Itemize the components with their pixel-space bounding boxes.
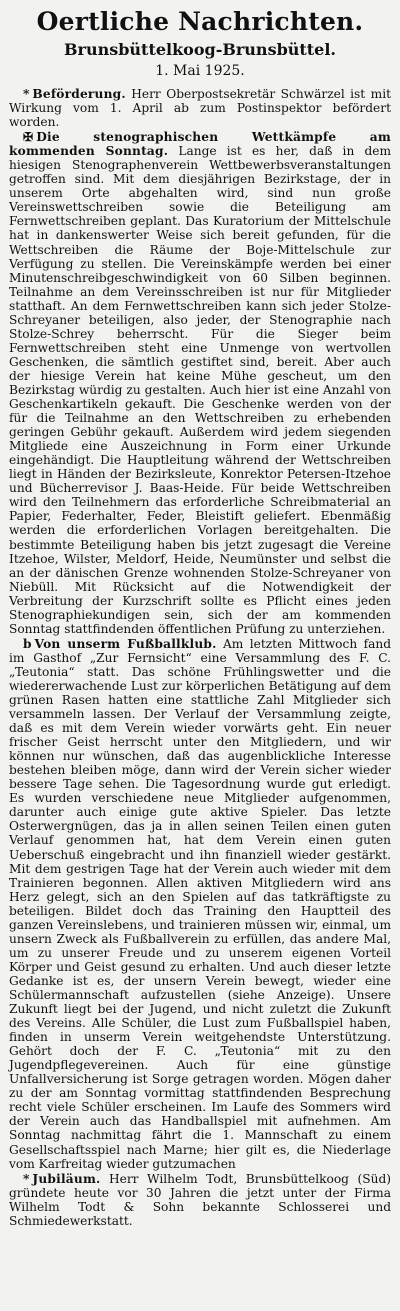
article-jubilaeum xyxy=(9,1172,391,1228)
article-marker: ✠ xyxy=(23,130,34,145)
article-text: Herr Wilhelm Todt, Brunsbüttelkoog (Süd) gründete heute vor 30 Jahren die jetzt unter der Firma Wilhelm Todt & Sohn bekannte Schlosserei und Schmiedewerkstatt. xyxy=(9,1171,391,1228)
article-marker: * xyxy=(23,87,30,101)
article-heading: Jubiläum. xyxy=(32,1171,101,1186)
article-text: Lange ist es her, daß in dem hiesigen Stenographenverein Wettbewerbsveranstaltungen getroffen sind. Mit dem diesjährigen Bezirkstage, der in unserem Orte abgehalten wird, sind nun große Vereinswettschreiben sowie die Beteiligung am Fernwettschreiben geplant. Das Kuratorium der Mittelschule hat in dankenswerter Weise sich bereit gefunden, für die Wettschreiben die Räume der Boje-Mittelschule zur Verfügung zu stellen. Die Vereinskämpfe werden bei einer Minutenschreibgeschwindigkeit von 60 Silben beginnen. Teilnahme an dem Vereinsschreiben ist nur für Mitglieder statthaft. An dem Fernwettschreiben kann sich jeder Stolze-Schreyaner beteiligen, also jeder, der Stenographie nach Stolze-Schrey beherrscht. Für die Sieger beim Fernwettschreiben steht eine Unmenge von wertvollen Geschenken, die sämtlich gestiftet sind, bereit. Aber auch der hiesige Verein hat keine Mühe gescheut, um den Bezirkstag würdig zu gestalten. Auch hier ist eine Anzahl von Geschenkartikeln gekauft. Die Geschenke werden von der für die Teilnahme an den Wettschreiben zu erhebenden geringen Gebühr gekauft. Außerdem wird jedem siegenden Mitgliede eine Auszeichnung in Form einer Urkunde eingehändigt. Die Hauptleitung während der Wettschreiben liegt in Händen der Bezirksleute, Konrektor Petersen-Itzehoe und Bücherrevisor J. Baas-Heide. Für beide Wettschreiben wird den Teilnehmern das erforderliche Schreibmaterial an Papier, Federhalter, Feder, Bleistift geliefert. Ebenmäßig werden die erforderlichen Vorlagen bereitgehalten. Die bestimmte Beteiligung haben bis jetzt zugesagt die Vereine Itzehoe, Wilster, Meldorf, Heide, Neumünster und selbst die an der dänischen Grenze wohnenden Stolze-Schreyaner von Niebüll. Mit Rücksicht auf die Notwendigkeit der Verbreitung der Kurzschrift sollte es Pflicht eines jeden Stenographiekundigen sein, sich der am kommenden Sonntag stattfindenden öffentlichen Prüfung zu unterziehen. xyxy=(9,144,392,636)
section-subtitle: Brunsbüttelkoog-Brunsbüttel. xyxy=(64,40,336,59)
issue-date: 1. Mai 1925. xyxy=(155,63,245,79)
article-heading: Von unserm Fußballklub. xyxy=(34,636,217,651)
article-stenographie xyxy=(9,130,391,636)
article-marker: b xyxy=(23,636,32,651)
article-befoerderung xyxy=(9,87,391,129)
article-fussballklub xyxy=(9,637,391,1171)
article-text: Am letzten Mittwoch fand im Gasthof „Zur Fernsicht“ eine Versammlung des F. C. „Teutonia“ statt. Das schöne Frühlingswetter und die wiedererwachende Lust zur körperlichen Betätigung auf dem grünen Rasen hatten eine stattliche Zahl Mitglieder sich versammeln lassen. Der Verlauf der Versammlung zeigte, daß es mit dem Verein wieder vorwärts geht. Ein neuer frischer Geist herrscht unter den Mitgliedern, und wir können nur wünschen, daß das augenblickliche Interesse bestehen bleiben möge, dann wird der Verein sicher wieder bessere Tage sehen. Die Tagesordnung wurde gut erledigt. Es wurden verschiedene neue Mitglieder aufgenommen, darunter auch einige gute aktive Spieler. Das letzte Osterwergnügen, das ja in allen seinen Teilen einen guten Verlauf genommen hat, hat dem Verein einen guten Ueberschuß eingebracht und ihn finanziell wieder gestärkt. Mit dem gestrigen Tage hat der Verein auch wieder mit dem Trainieren begonnen. Allen aktiven Mitgliedern wird ans Herz gelegt, sich an den Spielen auf das tatkräftigste zu beteiligen. Bildet doch das Training den Hauptteil des ganzen Vereinslebens, und trainieren müssen wir, einmal, um unsern Zweck als Fußballverein zu erfüllen, das andere Mal, um zu unserer Freude und zu unserem eigenen Vorteil Körper und Geist gesund zu erhalten. Und auch dieser letzte Gedanke ist es, der unsern Verein bewegt, wieder eine Schülermannschaft aufzustellen (siehe Anzeige). Unsere Zukunft liegt bei der Jugend, und nicht zuletzt die Zukunft des Vereins. Alle Schüler, die Lust zum Fußballspiel haben, finden in unserm Verein weitgehendste Unterstützung. Gehört doch der F. C. „Teutonia“ mit zu den Jugendpflegevereinen. Auch für eine günstige Unfallversicherung ist Sorge getragen worden. Mögen daher zu der am Sonntag vormittag stattfindenden Besprechung recht viele Schüler erscheinen. Im Laufe des Sommers wird der Verein auch das Handballspiel mit aufnehmen. Am Sonntag nachmittag fährt die 1. Mannschaft zu einem Gesellschaftsspiel nach Marne; hier gilt es, die Niederlage vom Karfreitag wieder gutzumachen xyxy=(9,636,391,1171)
section-title: Oertliche Nachrichten. xyxy=(36,7,364,36)
article-text: Herr Oberpostsekretär Schwärzel ist mit Wirkung vom 1. April ab zum Postinspektor befördert worden. xyxy=(9,87,392,130)
article-heading: Beförderung. xyxy=(32,87,126,101)
article-heading: Die stenographischen Wettkämpfe am kommenden Sonntag. xyxy=(9,130,391,159)
article-marker: * xyxy=(23,1171,30,1186)
